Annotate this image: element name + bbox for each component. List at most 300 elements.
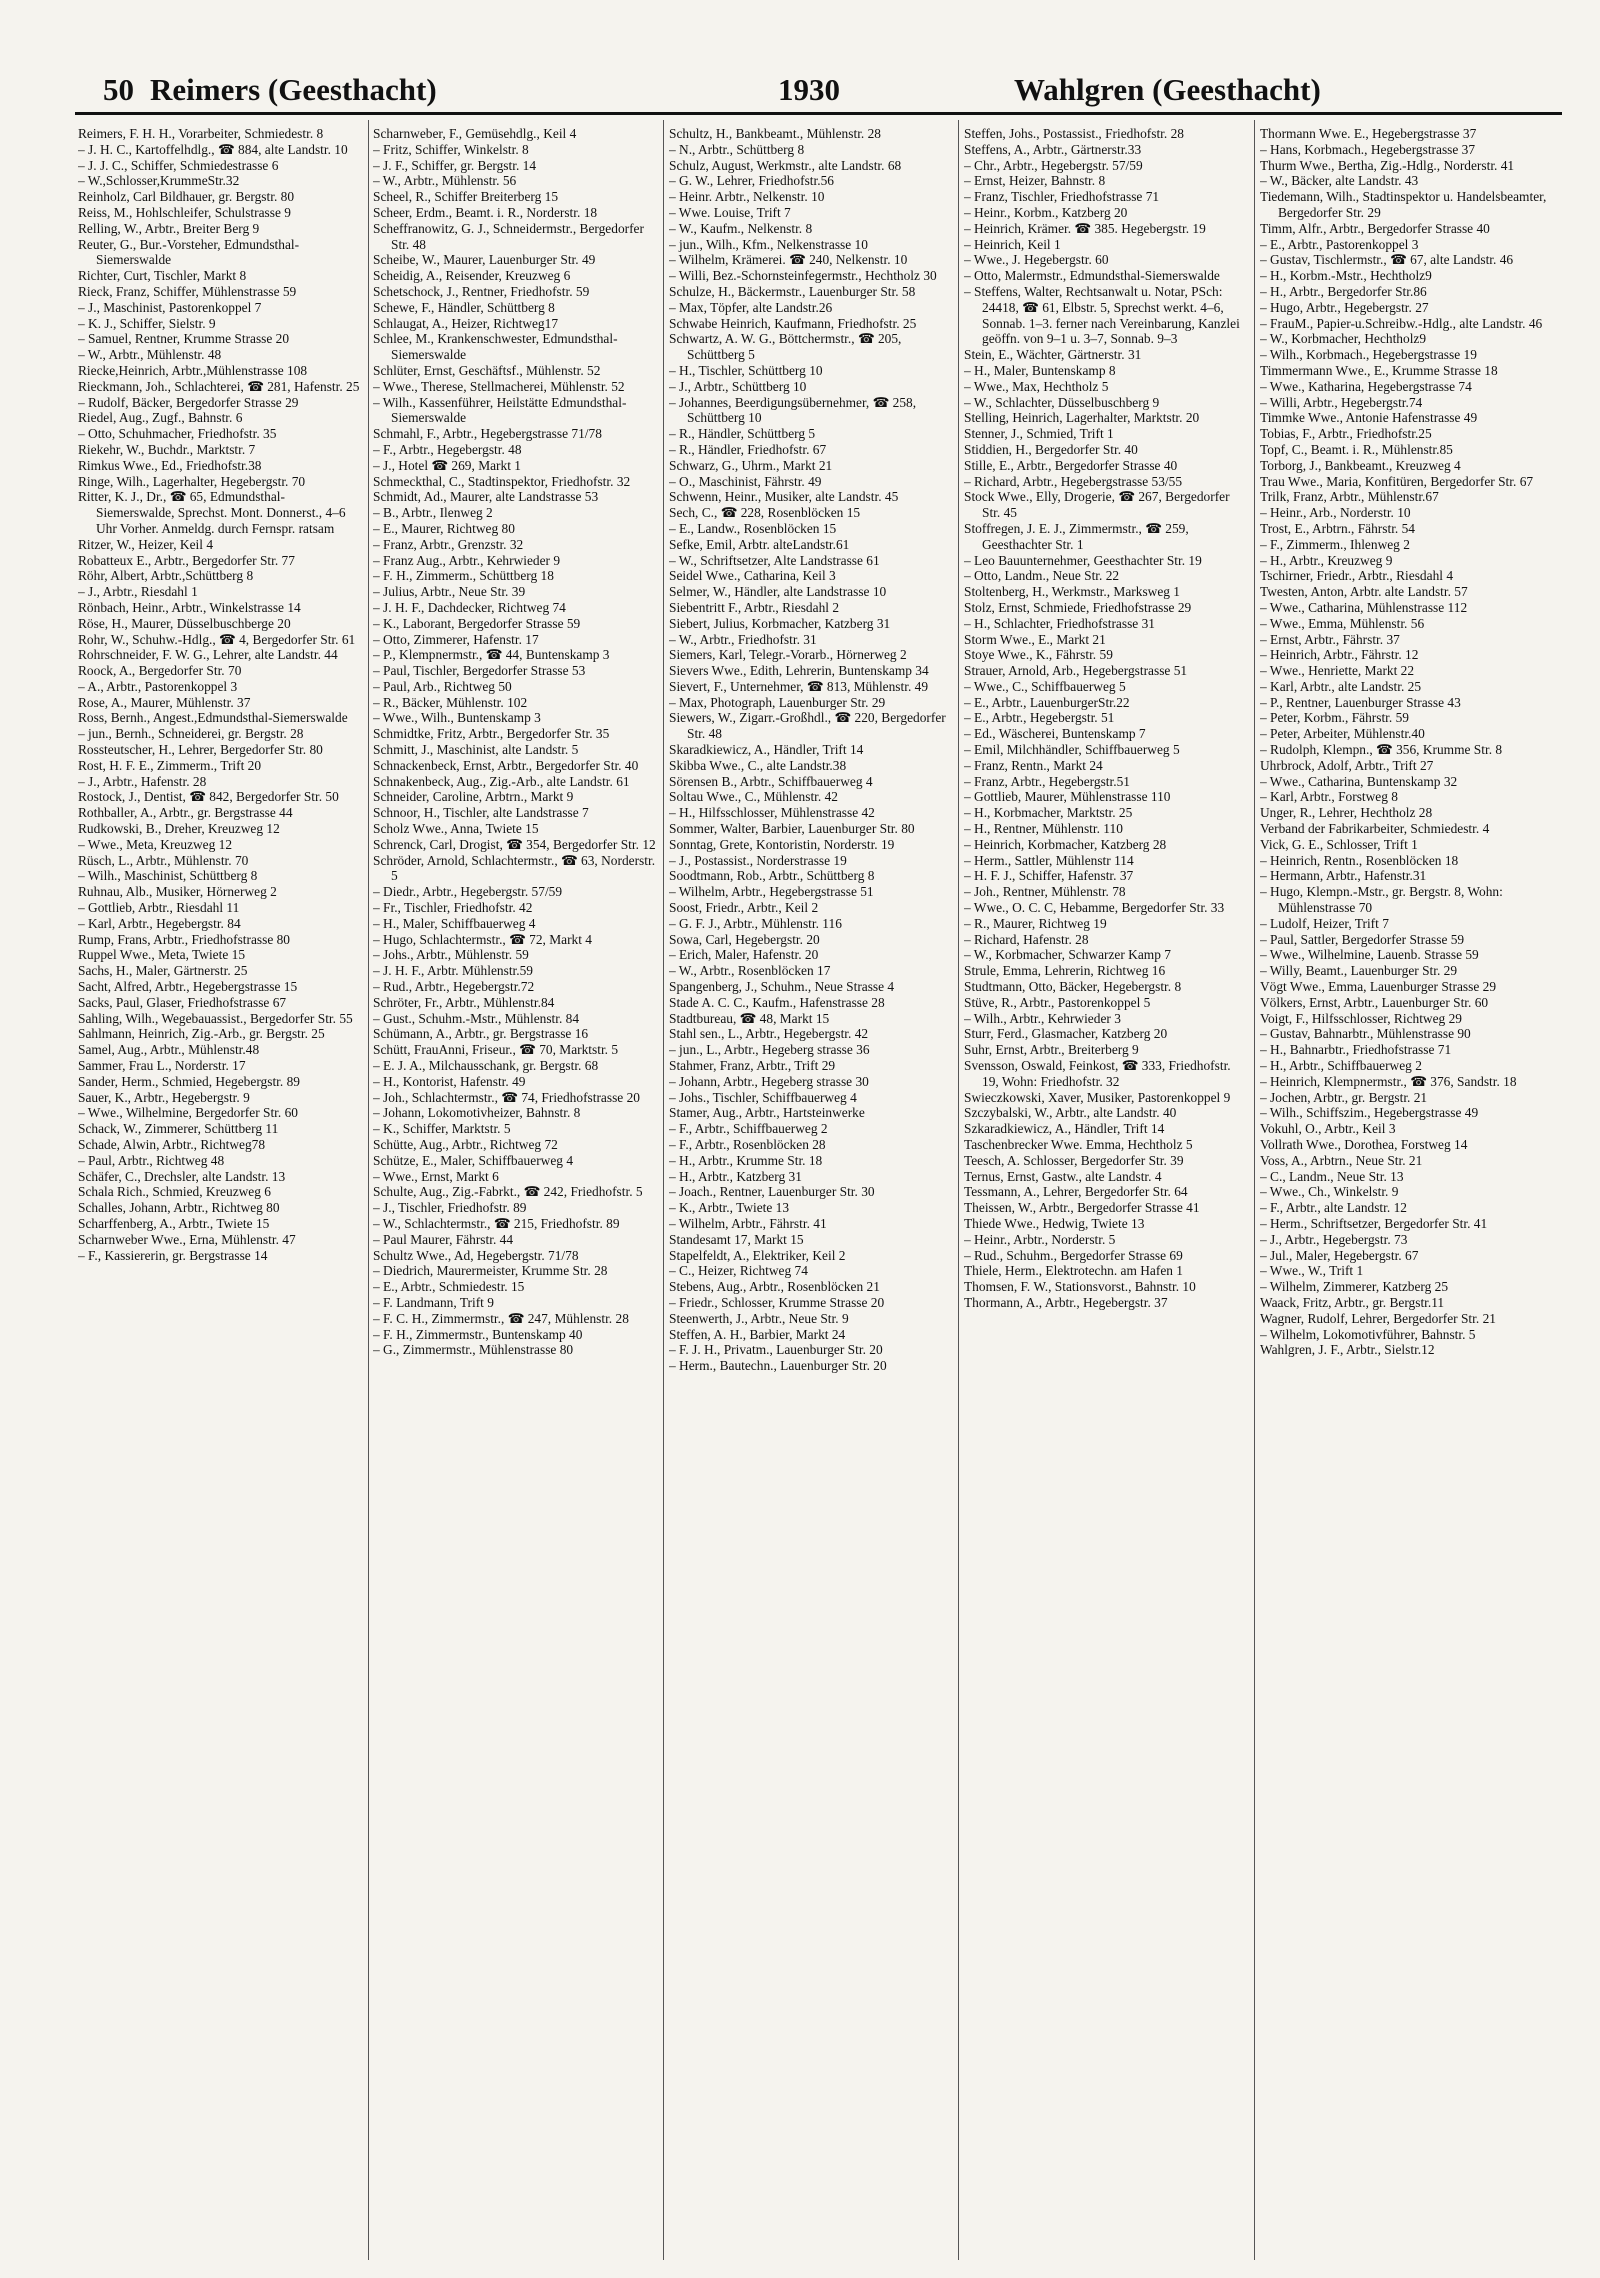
directory-entry: Waack, Fritz, Arbtr., gr. Bergstr.11 (1260, 1294, 1445, 1310)
directory-entry: – Hermann, Arbtr., Hafenstr.31 (1260, 868, 1427, 884)
directory-entry: Tschirner, Friedr., Arbtr., Riesdahl 4 (1260, 568, 1454, 584)
directory-entry: Siemers, Karl, Telegr.-Vorarb., Hörnerweg 2 (669, 647, 907, 663)
directory-entry: – Peter, Korbm., Fährstr. 59 (1260, 710, 1409, 726)
page-number: 50 (103, 72, 134, 107)
directory-entry: – Wilhelm, Krämerei. ☎ 240, Nelkenstr. 10 (669, 252, 908, 268)
directory-entry: – F., Arbtr., Hegebergstr. 48 (373, 441, 522, 457)
directory-entry: – Rud., Schuhm., Bergedorfer Strasse 69 (964, 1247, 1183, 1263)
directory-entry: Sievers Wwe., Edith, Lehrerin, Buntenskamp 34 (669, 663, 929, 679)
year-heading: 1930 (778, 72, 840, 107)
header-rule (75, 112, 1562, 115)
directory-entry: Stamer, Aug., Arbtr., Hartsteinwerke (669, 1105, 865, 1121)
directory-entry: – W., Arbtr., Friedhofstr. 31 (669, 631, 817, 647)
directory-entry: Röse, H., Maurer, Düsselbuschberge 20 (78, 615, 291, 631)
directory-entry: Studtmann, Otto, Bäcker, Hegebergstr. 8 (964, 979, 1182, 995)
directory-entry: – E., Arbtr., Pastorenkoppel 3 (1260, 236, 1419, 252)
directory-entry: Teesch, A. Schlosser, Bergedorfer Str. 39 (964, 1152, 1184, 1168)
directory-entry: – W., Schlachter, Düsselbuschberg 9 (964, 394, 1160, 410)
directory-entry: – Hugo, Klempn.-Mstr., gr. Bergstr. 8, Wohn: Mühlenstrasse 70 (1260, 884, 1503, 916)
directory-entry: Völkers, Ernst, Arbtr., Lauenburger Str. 60 (1260, 994, 1489, 1010)
directory-entry: – W., Schriftsetzer, Alte Landstrasse 61 (669, 552, 880, 568)
directory-entry: – Wwe. Louise, Trift 7 (669, 204, 791, 220)
column-3 (669, 126, 953, 2266)
directory-entry: Siebert, Julius, Korbmacher, Katzberg 31 (669, 615, 891, 631)
directory-entry: – E., Maurer, Richtweg 80 (373, 520, 515, 536)
directory-entry: Rohrschneider, F. W. G., Lehrer, alte Landstr. 44 (78, 647, 338, 663)
directory-entry: – Willy, Beamt., Lauenburger Str. 29 (1260, 963, 1458, 979)
directory-entry: – Wwe., J. Hegebergstr. 60 (964, 252, 1109, 268)
directory-entry: Schmidt, Ad., Maurer, alte Landstrasse 53 (373, 489, 599, 505)
directory-entry: Ritzer, W., Heizer, Keil 4 (78, 536, 214, 552)
directory-entry: Schlaugat, A., Heizer, Richtweg17 (373, 315, 559, 331)
directory-entry: – Leo Bauunternehmer, Geesthachter Str. 19 (964, 552, 1202, 568)
directory-entry: – Herm., Sattler, Mühlenstr 114 (964, 852, 1134, 868)
directory-entry: – Franz, Arbtr., Grenzstr. 32 (373, 536, 524, 552)
directory-entry: – Julius, Arbtr., Neue Str. 39 (373, 584, 526, 600)
directory-entry: – Otto, Schuhmacher, Friedhofstr. 35 (78, 426, 277, 442)
directory-entry: Roock, A., Bergedorfer Str. 70 (78, 663, 242, 679)
directory-entry: – Paul, Arbtr., Richtweg 48 (78, 1152, 225, 1168)
directory-entry: – W., Arbtr., Rosenblöcken 17 (669, 963, 831, 979)
directory-entry: Schalles, Johann, Arbtr., Richtweg 80 (78, 1200, 280, 1216)
directory-entry: – Johann, Arbtr., Hegeberg strasse 30 (669, 1073, 869, 1089)
directory-entry: Strule, Emma, Lehrerin, Richtweg 16 (964, 963, 1166, 979)
directory-entry: – Hugo, Schlachtermstr., ☎ 72, Markt 4 (373, 931, 592, 947)
directory-entry: Schneider, Caroline, Arbtrn., Markt 9 (373, 789, 574, 805)
directory-entry: – Otto, Landm., Neue Str. 22 (964, 568, 1120, 584)
directory-entry: Rudkowski, B., Dreher, Kreuzweg 12 (78, 821, 280, 837)
directory-entry: Ritter, K. J., Dr., ☎ 65, Edmundsthal-Siemerswalde, Sprechst. Mont. Donnerst., 4–6 Uhr Vorher. Anmeldg. durch Fernspr. ratsam (78, 489, 346, 536)
directory-entry: – H., Maler, Buntenskamp 8 (964, 362, 1116, 378)
directory-entry: Scholz Wwe., Anna, Twiete 15 (373, 821, 539, 837)
directory-entry: – Richard, Arbtr., Hegebergstrasse 53/55 (964, 473, 1183, 489)
directory-entry: Reiss, M., Hohlschleifer, Schulstrasse 9 (78, 204, 291, 220)
directory-entry: – Willi, Bez.-Schornsteinfegermstr., Hechtholz 30 (669, 268, 937, 284)
directory-entry: – Heinr., Korbm., Katzberg 20 (964, 204, 1128, 220)
directory-entry: Thurm Wwe., Bertha, Zig.-Hdlg., Norderstr. 41 (1260, 157, 1515, 173)
directory-entry: Reinholz, Carl Bildhauer, gr. Bergstr. 80 (78, 189, 295, 205)
directory-entry: Sauer, K., Arbtr., Hegebergstr. 9 (78, 1089, 250, 1105)
directory-entry: – Wwe., O. C. C, Hebamme, Bergedorfer Str. 33 (964, 900, 1225, 916)
directory-entry: – Wilh., Schiffszim., Hegebergstrasse 49 (1260, 1105, 1479, 1121)
directory-entry: Thomsen, F. W., Stationsvorst., Bahnstr. 10 (964, 1279, 1196, 1295)
directory-entry: – G. W., Lehrer, Friedhofstr.56 (669, 173, 834, 189)
directory-entry: – jun., L., Arbtr., Hegeberg strasse 36 (669, 1042, 870, 1058)
page-header (103, 70, 1540, 110)
directory-entry: Scharffenberg, A., Arbtr., Twiete 15 (78, 1215, 270, 1231)
directory-entry: – W., Korbmacher, Schwarzer Kamp 7 (964, 947, 1171, 963)
directory-entry: Soodtmann, Rob., Arbtr., Schüttberg 8 (669, 868, 875, 884)
directory-entry: – J., Hotel ☎ 269, Markt 1 (373, 457, 521, 473)
directory-entry: – F., Arbtr., alte Landstr. 12 (1260, 1200, 1407, 1216)
directory-entry: Schmeckthal, C., Stadtinspektor, Friedhofstr. 32 (373, 473, 631, 489)
directory-entry: Trilk, Franz, Arbtr., Mühlenstr.67 (1260, 489, 1439, 505)
directory-entry: Svensson, Oswald, Feinkost, ☎ 333, Friedhofstr. 19, Wohn: Friedhofstr. 32 (964, 1058, 1231, 1089)
directory-entry: – Wilhelm, Arbtr., Hegebergstrasse 51 (669, 884, 874, 900)
directory-entry: Steffen, A. H., Barbier, Markt 24 (669, 1326, 846, 1342)
directory-entry: – E., Landw., Rosenblöcken 15 (669, 520, 837, 536)
directory-entry: – Max, Töpfer, alte Landstr.26 (669, 299, 833, 315)
directory-entry: – Diedrich, Maurermeister, Krumme Str. 28 (373, 1263, 608, 1279)
directory-entry: Schnackenbeck, Ernst, Arbtr., Bergedorfer Str. 40 (373, 757, 639, 773)
column-divider (368, 120, 369, 2260)
directory-entry: Sowa, Carl, Hegebergstr. 20 (669, 931, 820, 947)
directory-entry: – jun., Wilh., Kfm., Nelkenstrasse 10 (669, 236, 868, 252)
directory-entry: – Max, Photograph, Lauenburger Str. 29 (669, 694, 886, 710)
directory-entry: Schulz, August, Werkmstr., alte Landstr. 68 (669, 157, 902, 173)
directory-entry: Skaradkiewicz, A., Händler, Trift 14 (669, 742, 864, 758)
directory-entry: – Franz, Tischler, Friedhofstrasse 71 (964, 189, 1160, 205)
directory-entry: – H., Hilfsschlosser, Mühlenstrasse 42 (669, 805, 875, 821)
directory-entry: – H., Arbtr., Kreuzweg 9 (1260, 552, 1393, 568)
directory-entry: – W., Arbtr., Mühlenstr. 56 (373, 173, 517, 189)
directory-entry: Szkaradkiewicz, A., Händler, Trift 14 (964, 1121, 1165, 1137)
directory-entry: – Ernst, Arbtr., Fährstr. 37 (1260, 631, 1400, 647)
directory-entry: Vick, G. E., Schlosser, Trift 1 (1260, 836, 1418, 852)
directory-entry: Röhr, Albert, Arbtr.,Schüttberg 8 (78, 568, 254, 584)
directory-entry: – H., Maler, Schiffbauerweg 4 (373, 915, 536, 931)
directory-entry: Sahling, Wilh., Wegebauassist., Bergedorfer Str. 55 (78, 1010, 353, 1026)
directory-entry: Stüve, R., Arbtr., Pastorenkoppel 5 (964, 994, 1151, 1010)
directory-entry: – Emil, Milchhändler, Schiffbauerweg 5 (964, 742, 1180, 758)
directory-entry: – F., Arbtr., Schiffbauerweg 2 (669, 1121, 828, 1137)
directory-entry: – Gustav, Tischlermstr., ☎ 67, alte Landstr. 46 (1260, 252, 1514, 268)
directory-entry: Sahlmann, Heinrich, Zig.-Arb., gr. Bergstr. 25 (78, 1026, 325, 1042)
directory-entry: Szczybalski, W., Arbtr., alte Landstr. 40 (964, 1105, 1177, 1121)
directory-entry: – H., Arbtr., Katzberg 31 (669, 1168, 802, 1184)
directory-entry: Unger, R., Lehrer, Hechtholz 28 (1260, 805, 1433, 821)
directory-entry: – Rudolf, Bäcker, Bergedorfer Strasse 29 (78, 394, 299, 410)
directory-entry: Stoye Wwe., K., Fährstr. 59 (964, 647, 1113, 663)
directory-entry: – H. F. J., Schiffer, Hafenstr. 37 (964, 868, 1134, 884)
directory-entry: – Franz, Arbtr., Hegebergstr.51 (964, 773, 1130, 789)
directory-entry: Reimers, F. H. H., Vorarbeiter, Schmiedestr. 8 (78, 126, 324, 141)
directory-entry: Standesamt 17, Markt 15 (669, 1231, 804, 1247)
directory-entry: – P., Rentner, Lauenburger Strasse 43 (1260, 694, 1461, 710)
directory-entry: Rossteutscher, H., Lehrer, Bergedorfer Str. 80 (78, 742, 323, 758)
directory-entry: Riekehr, W., Buchdr., Marktstr. 7 (78, 441, 256, 457)
directory-entry: Timm, Alfr., Arbtr., Bergedorfer Strasse 40 (1260, 220, 1490, 236)
directory-entry: Thormann Wwe. E., Hegebergstrasse 37 (1260, 126, 1477, 141)
directory-entry: – Rudolph, Klempn., ☎ 356, Krumme Str. 8 (1260, 742, 1503, 758)
directory-entry: Verband der Fabrikarbeiter, Schmiedestr. 4 (1260, 821, 1490, 837)
directory-entry: – C., Heizer, Richtweg 74 (669, 1263, 808, 1279)
directory-entry: – H., Schlachter, Friedhofstrasse 31 (964, 615, 1155, 631)
left-running-head: Reimers (Geesthacht) (150, 72, 437, 107)
directory-entry: Twesten, Anton, Arbtr. alte Landstr. 57 (1260, 584, 1468, 600)
directory-entry: – J., Tischler, Friedhofstr. 89 (373, 1200, 527, 1216)
directory-entry: Ruppel Wwe., Meta, Twiete 15 (78, 947, 246, 963)
directory-entry: – F. H., Zimmerm., Schüttberg 18 (373, 568, 554, 584)
directory-entry: Ternus, Ernst, Gastw., alte Landstr. 4 (964, 1168, 1162, 1184)
directory-entry: – Otto, Zimmerer, Hafenstr. 17 (373, 631, 539, 647)
directory-entry: Rothballer, A., Arbtr., gr. Bergstrasse 44 (78, 805, 293, 821)
directory-entry: – Peter, Arbeiter, Mühlenstr.40 (1260, 726, 1425, 742)
directory-entry: – Wwe., Ernst, Markt 6 (373, 1168, 499, 1184)
directory-entry: – Heinrich, Arbtr., Fährstr. 12 (1260, 647, 1419, 663)
column-2 (373, 126, 657, 2266)
directory-entry: Sefke, Emil, Arbtr. alteLandstr.61 (669, 536, 850, 552)
directory-entry: – W.,Schlosser,KrummeStr.32 (78, 173, 240, 189)
directory-entry: – Wilh., Kassenführer, Heilstätte Edmundsthal-Siemerswalde (373, 394, 627, 426)
directory-entry: – Wilhelm, Arbtr., Fährstr. 41 (669, 1215, 827, 1231)
column-5 (1260, 126, 1550, 2266)
directory-entry: – J. F., Schiffer, gr. Bergstr. 14 (373, 157, 537, 173)
directory-entry: – Wilh., Korbmach., Hegebergstrasse 19 (1260, 347, 1477, 363)
directory-entry: Schröder, Arnold, Schlachtermstr., ☎ 63, Norderstr. 5 (373, 852, 656, 884)
directory-entry: – J., Postassist., Norderstrasse 19 (669, 852, 847, 868)
directory-entry: – Karl, Arbtr., Forstweg 8 (1260, 789, 1398, 805)
directory-entry: – W., Bäcker, alte Landstr. 43 (1260, 173, 1419, 189)
directory-entry: Steffen, Johs., Postassist., Friedhofstr. 28 (964, 126, 1184, 141)
directory-entry: – Wilh., Arbtr., Kehrwieder 3 (964, 1010, 1121, 1026)
directory-entry: – Wilhelm, Zimmerer, Katzberg 25 (1260, 1279, 1449, 1295)
directory-entry: Wahlgren, J. F., Arbtr., Sielstr.12 (1260, 1342, 1435, 1358)
directory-entry: – Wwe., Therese, Stellmacherei, Mühlenstr. 52 (373, 378, 625, 394)
directory-entry: Schmidtke, Fritz, Arbtr., Bergedorfer Str. 35 (373, 726, 610, 742)
directory-entry: Vokuhl, O., Arbtr., Keil 3 (1260, 1121, 1396, 1137)
directory-entry: Schultz, H., Bankbeamt., Mühlenstr. 28 (669, 126, 881, 141)
directory-entry: Scheffranowitz, G. J., Schneidermstr., Bergedorfer Str. 48 (373, 220, 644, 252)
directory-entry: – F. C. H., Zimmermstr., ☎ 247, Mühlenstr. 28 (373, 1310, 629, 1326)
directory-entry: – F., Zimmerm., Ihlenweg 2 (1260, 536, 1410, 552)
directory-entry: – W., Korbmacher, Hechtholz9 (1260, 331, 1427, 347)
directory-entry: – Johann, Lokomotivheizer, Bahnstr. 8 (373, 1105, 581, 1121)
directory-entry: – F. H., Zimmermstr., Buntenskamp 40 (373, 1326, 583, 1342)
directory-entry: Schack, W., Zimmerer, Schüttberg 11 (78, 1121, 279, 1137)
directory-entry: – Heinrich, Korbmacher, Katzberg 28 (964, 836, 1167, 852)
directory-entry: Vögt Wwe., Emma, Lauenburger Strasse 29 (1260, 979, 1497, 995)
directory-entry: Sachs, H., Maler, Gärtnerstr. 25 (78, 963, 248, 979)
directory-entry: Sander, Herm., Schmied, Hegebergstr. 89 (78, 1073, 300, 1089)
directory-entry: – K., Schiffer, Marktstr. 5 (373, 1121, 511, 1137)
directory-entry: Sörensen B., Arbtr., Schiffbauerweg 4 (669, 773, 873, 789)
directory-entry: – Heinrich, Rentn., Rosenblöcken 18 (1260, 852, 1459, 868)
directory-entry: Tessmann, A., Lehrer, Bergedorfer Str. 64 (964, 1184, 1188, 1200)
directory-entry: – Franz, Rentn., Markt 24 (964, 757, 1103, 773)
directory-entry: – Wwe., C., Schiffbauerweg 5 (964, 678, 1126, 694)
directory-entry: – H., Bahnarbtr., Friedhofstrasse 71 (1260, 1042, 1452, 1058)
directory-entry: – J., Arbtr., Schüttberg 10 (669, 378, 807, 394)
directory-entry: Schmahl, F., Arbtr., Hegebergstrasse 71/78 (373, 426, 602, 442)
directory-entry: Riedel, Aug., Zugf., Bahnstr. 6 (78, 410, 243, 426)
directory-entry: Schmitt, J., Maschinist, alte Landstr. 5 (373, 742, 579, 758)
directory-entry: Stade A. C. C., Kaufm., Hafenstrasse 28 (669, 994, 885, 1010)
directory-entry: Siebentritt F., Arbtr., Riesdahl 2 (669, 599, 840, 615)
directory-entry: Suhr, Ernst, Arbtr., Breiterberg 9 (964, 1042, 1139, 1058)
directory-entry: Stadtbureau, ☎ 48, Markt 15 (669, 1010, 830, 1026)
directory-entry: Tiedemann, Wilh., Stadtinspektor u. Handelsbeamter, Bergedorfer Str. 29 (1260, 189, 1547, 220)
directory-entry: – E., Arbtr., Hegebergstr. 51 (964, 710, 1115, 726)
directory-entry: Stock Wwe., Elly, Drogerie, ☎ 267, Bergedorfer Str. 45 (964, 489, 1230, 521)
directory-entry: – Steffens, Walter, Rechtsanwalt u. Notar, PSch: 24418, ☎ 61, Elbstr. 5, Sprechst werkt. 4–6, Sonnab. 1–3. ferner nach Vereinbarung, Kanzlei geöffn. von 9–1 u. 3–7, Sonnab. 9–3 (964, 283, 1240, 347)
directory-entry: – E. J. A., Milchausschank, gr. Bergstr. 68 (373, 1058, 599, 1074)
directory-entry: Schala Rich., Schmied, Kreuzweg 6 (78, 1184, 271, 1200)
directory-entry: Vollrath Wwe., Dorothea, Forstweg 14 (1260, 1137, 1468, 1152)
directory-entry: Schütt, FrauAnni, Friseur., ☎ 70, Marktstr. 5 (373, 1042, 619, 1058)
directory-entry: Reuter, G., Bur.-Vorsteher, Edmundsthal-Siemerswalde (78, 236, 300, 268)
directory-entry: – Ed., Wäscherei, Buntenskamp 7 (964, 726, 1146, 742)
directory-entry: – H., Arbtr., Schiffbauerweg 2 (1260, 1058, 1422, 1074)
directory-entry: – J. J. C., Schiffer, Schmiedestrasse 6 (78, 157, 279, 173)
directory-entry: Schrenck, Carl, Drogist, ☎ 354, Bergedorfer Str. 12 (373, 836, 656, 852)
directory-entry: – F. J. H., Privatm., Lauenburger Str. 20 (669, 1342, 883, 1358)
directory-entry: Trost, E., Arbtrn., Fährstr. 54 (1260, 520, 1415, 536)
directory-entry: – Heinrich, Krämer. ☎ 385. Hegebergstr. 19 (964, 220, 1206, 236)
directory-entry: – Jul., Maler, Hegebergstr. 67 (1260, 1247, 1419, 1263)
directory-entry: Sommer, Walter, Barbier, Lauenburger Str. 80 (669, 821, 915, 837)
directory-entry: Thiede Wwe., Hedwig, Twiete 13 (964, 1215, 1145, 1231)
directory-entry: Stiddien, H., Bergedorfer Str. 40 (964, 441, 1138, 457)
directory-entry: Timmermann Wwe., E., Krumme Strasse 18 (1260, 362, 1498, 378)
directory-entry: – J., Arbtr., Hegebergstr. 73 (1260, 1231, 1408, 1247)
directory-entry: – Samuel, Rentner, Krumme Strasse 20 (78, 331, 290, 347)
directory-entry: Uhrbrock, Adolf, Arbtr., Trift 27 (1260, 757, 1434, 773)
directory-entry: Storm Wwe., E., Markt 21 (964, 631, 1106, 647)
directory-entry: – Willi, Arbtr., Hegebergstr.74 (1260, 394, 1423, 410)
directory-entry: – Herm., Schriftsetzer, Bergedorfer Str. 41 (1260, 1215, 1488, 1231)
directory-entry: Sammer, Frau L., Norderstr. 17 (78, 1058, 246, 1074)
directory-entry: – H., Korbm.-Mstr., Hechtholz9 (1260, 268, 1432, 284)
directory-entry: Siewers, W., Zigarr.-Großhdl., ☎ 220, Bergedorfer Str. 48 (669, 710, 946, 742)
directory-entry: – E., Arbtr., LauenburgerStr.22 (964, 694, 1130, 710)
directory-entry: – J. H. F., Dachdecker, Richtweg 74 (373, 599, 566, 615)
directory-entry: – B., Arbtr., Ilenweg 2 (373, 505, 493, 521)
directory-entry: – Johannes, Beerdigungsübernehmer, ☎ 258, Schüttberg 10 (669, 394, 917, 426)
directory-entry: Stelling, Heinrich, Lagerhalter, Marktstr. 20 (964, 410, 1200, 426)
directory-entry: – Joh., Rentner, Mühlenstr. 78 (964, 884, 1126, 900)
directory-entry: Schnoor, H., Tischler, alte Landstrasse 7 (373, 805, 589, 821)
directory-entry: Stoltenberg, H., Werkmstr., Marksweg 1 (964, 584, 1181, 600)
directory-entry: – Heinr., Arbtr., Norderstr. 5 (964, 1231, 1116, 1247)
directory-entry: Stebens, Aug., Arbtr., Rosenblöcken 21 (669, 1279, 880, 1295)
directory-entry: – J., Arbtr., Hafenstr. 28 (78, 773, 207, 789)
directory-entry: Stoffregen, J. E. J., Zimmermstr., ☎ 259, Geesthachter Str. 1 (964, 520, 1189, 552)
directory-entry: – Wwe., Henriette, Markt 22 (1260, 663, 1415, 679)
directory-entry: – Gust., Schuhm.-Mstr., Mühlenstr. 84 (373, 1010, 580, 1026)
directory-entry: – P., Klempnermstr., ☎ 44, Buntenskamp 3 (373, 647, 610, 663)
directory-entry: – Gottlieb, Arbtr., Riesdahl 11 (78, 900, 240, 916)
directory-entry: Scheibe, W., Maurer, Lauenburger Str. 49 (373, 252, 596, 268)
directory-entry: – Wwe., Katharina, Hegebergstrasse 74 (1260, 378, 1472, 394)
directory-entry: – Diedr., Arbtr., Hegebergstr. 57/59 (373, 884, 563, 900)
directory-entry: Schultz Wwe., Ad, Hegebergstr. 71/78 (373, 1247, 579, 1263)
directory-entry: Wagner, Rudolf, Lehrer, Bergedorfer Str. 21 (1260, 1310, 1496, 1326)
directory-entry: Stapelfeldt, A., Elektriker, Keil 2 (669, 1247, 846, 1263)
directory-entry: – F. Landmann, Trift 9 (373, 1294, 494, 1310)
directory-entry: – C., Landm., Neue Str. 13 (1260, 1168, 1404, 1184)
directory-entry: Schlüter, Ernst, Geschäftsf., Mühlenstr. 52 (373, 362, 601, 378)
directory-entry: Tobias, F., Arbtr., Friedhofstr.25 (1260, 426, 1432, 442)
directory-entry: – O., Maschinist, Fährstr. 49 (669, 473, 822, 489)
directory-entry: – Wwe., Wilhelmine, Lauenb. Strasse 59 (1260, 947, 1479, 963)
directory-entry: – Heinr., Arb., Norderstr. 10 (1260, 505, 1411, 521)
directory-entry: – H., Kontorist, Hafenstr. 49 (373, 1073, 526, 1089)
directory-entry: – A., Arbtr., Pastorenkoppel 3 (78, 678, 238, 694)
directory-entry: Skibba Wwe., C., alte Landstr.38 (669, 757, 847, 773)
directory-entry: Schütze, E., Maler, Schiffbauerweg 4 (373, 1152, 574, 1168)
directory-entry: – Johs., Arbtr., Mühlenstr. 59 (373, 947, 529, 963)
directory-entry: – Wwe., Max, Hechtholz 5 (964, 378, 1109, 394)
directory-entry: – Paul, Tischler, Bergedorfer Strasse 53 (373, 663, 586, 679)
directory-entry: – Johs., Tischler, Schiffbauerweg 4 (669, 1089, 857, 1105)
directory-entry: – J. H. C., Kartoffelhdlg., ☎ 884, alte Landstr. 10 (78, 141, 348, 157)
directory-entry: – Wilh., Maschinist, Schüttberg 8 (78, 868, 258, 884)
directory-entry: Taschenbrecker Wwe. Emma, Hechtholz 5 (964, 1137, 1193, 1152)
directory-entry: Soost, Friedr., Arbtr., Keil 2 (669, 900, 819, 916)
directory-entry: Relling, W., Arbtr., Breiter Berg 9 (78, 220, 260, 236)
directory-entry: Schwartz, A. W. G., Böttchermstr., ☎ 205, Schüttberg 5 (669, 331, 902, 363)
directory-entry: Schütte, Aug., Arbtr., Richtweg 72 (373, 1137, 558, 1152)
directory-entry: Timmke Wwe., Antonie Hafenstrasse 49 (1260, 410, 1478, 426)
directory-entry: Voss, A., Arbtrn., Neue Str. 21 (1260, 1152, 1423, 1168)
directory-entry: Riecke,Heinrich, Arbtr.,Mühlenstrasse 108 (78, 362, 308, 378)
directory-entry: – W., Arbtr., Mühlenstr. 48 (78, 347, 222, 363)
directory-entry: Stahl sen., L., Arbtr., Hegebergstr. 42 (669, 1026, 869, 1042)
directory-entry: – Wwe., Wilh., Buntenskamp 3 (373, 710, 541, 726)
column-divider (663, 120, 664, 2260)
directory-entry: Richter, Curt, Tischler, Markt 8 (78, 268, 247, 284)
directory-entry: – Karl, Arbtr., Hegebergstr. 84 (78, 915, 241, 931)
directory-entry: – Wwe., Meta, Kreuzweg 12 (78, 836, 233, 852)
directory-entry: Schlee, M., Krankenschwester, Edmundsthal-Siemerswalde (373, 331, 618, 363)
directory-entry: – H., Tischler, Schüttberg 10 (669, 362, 823, 378)
directory-entry: Rost, H. F. E., Zimmerm., Trift 20 (78, 757, 262, 773)
directory-entry: Voigt, F., Hilfsschlosser, Richtweg 29 (1260, 1010, 1462, 1026)
directory-entry: Rose, A., Maurer, Mühlenstr. 37 (78, 694, 251, 710)
directory-entry: Scheer, Erdm., Beamt. i. R., Norderstr. 18 (373, 204, 598, 220)
directory-entry: – Otto, Malermstr., Edmundsthal-Siemerswalde (964, 268, 1220, 284)
directory-entry: – Wwe., Wilhelmine, Bergedorfer Str. 60 (78, 1105, 298, 1121)
directory-entry: – Gustav, Bahnarbtr., Mühlenstrasse 90 (1260, 1026, 1471, 1042)
directory-entry: Stenner, J., Schmied, Trift 1 (964, 426, 1114, 442)
directory-entry: Seidel Wwe., Catharina, Keil 3 (669, 568, 836, 584)
directory-entry: Schümann, A., Arbtr., gr. Bergstrasse 16 (373, 1026, 589, 1042)
directory-entry: Strauer, Arnold, Arb., Hegebergstrasse 51 (964, 663, 1188, 679)
directory-entry: Trau Wwe., Maria, Konfitüren, Bergedorfer Str. 67 (1260, 473, 1534, 489)
directory-entry: – K., Arbtr., Twiete 13 (669, 1200, 790, 1216)
right-running-head: Wahlgren (Geesthacht) (1014, 72, 1321, 107)
directory-entry: – Hugo, Arbtr., Hegebergstr. 27 (1260, 299, 1429, 315)
directory-entry: – Herm., Bautechn., Lauenburger Str. 20 (669, 1358, 887, 1374)
directory-entry: Scharnweber Wwe., Erna, Mühlenstr. 47 (78, 1231, 296, 1247)
directory-entry: Ringe, Wilh., Lagerhalter, Hegebergstr. 70 (78, 473, 306, 489)
directory-entry: – Erich, Maler, Hafenstr. 20 (669, 947, 819, 963)
directory-entry: Scheel, R., Schiffer Breiterberg 15 (373, 189, 559, 205)
directory-entry: – H., Rentner, Mühlenstr. 110 (964, 821, 1123, 837)
directory-entry: – N., Arbtr., Schüttberg 8 (669, 141, 805, 157)
directory-entry: – J., Maschinist, Pastorenkoppel 7 (78, 299, 262, 315)
directory-entry: Samel, Aug., Arbtr., Mühlenstr.48 (78, 1042, 260, 1058)
directory-entry: – Ernst, Heizer, Bahnstr. 8 (964, 173, 1106, 189)
directory-entry: Stahmer, Franz, Arbtr., Trift 29 (669, 1058, 836, 1074)
directory-entry: – Wwe., Catharina, Mühlenstrasse 112 (1260, 599, 1468, 615)
directory-entry: – Fr., Tischler, Friedhofstr. 42 (373, 900, 533, 916)
directory-entry: – W., Kaufm., Nelkenstr. 8 (669, 220, 813, 236)
directory-entry: Stolz, Ernst, Schmiede, Friedhofstrasse 29 (964, 599, 1192, 615)
directory-entry: Schwarz, G., Uhrm., Markt 21 (669, 457, 833, 473)
directory-entry: Spangenberg, J., Schuhm., Neue Strasse 4 (669, 979, 895, 995)
column-divider (1254, 120, 1255, 2260)
directory-entry: – Richard, Hafenstr. 28 (964, 931, 1089, 947)
directory-entry: Torborg, J., Bankbeamt., Kreuzweg 4 (1260, 457, 1461, 473)
directory-entry: Rieckmann, Joh., Schlachterei, ☎ 281, Hafenstr. 25 (78, 378, 360, 394)
directory-entry: Selmer, W., Händler, alte Landstrasse 10 (669, 584, 887, 600)
directory-entry: – Friedr., Schlosser, Krumme Strasse 20 (669, 1294, 885, 1310)
directory-entry: – F., Arbtr., Rosenblöcken 28 (669, 1137, 826, 1152)
directory-entry: Sievert, F., Unternehmer, ☎ 813, Mühlenstr. 49 (669, 678, 929, 694)
directory-entry: Sacks, Paul, Glaser, Friedhofstrasse 67 (78, 994, 287, 1010)
